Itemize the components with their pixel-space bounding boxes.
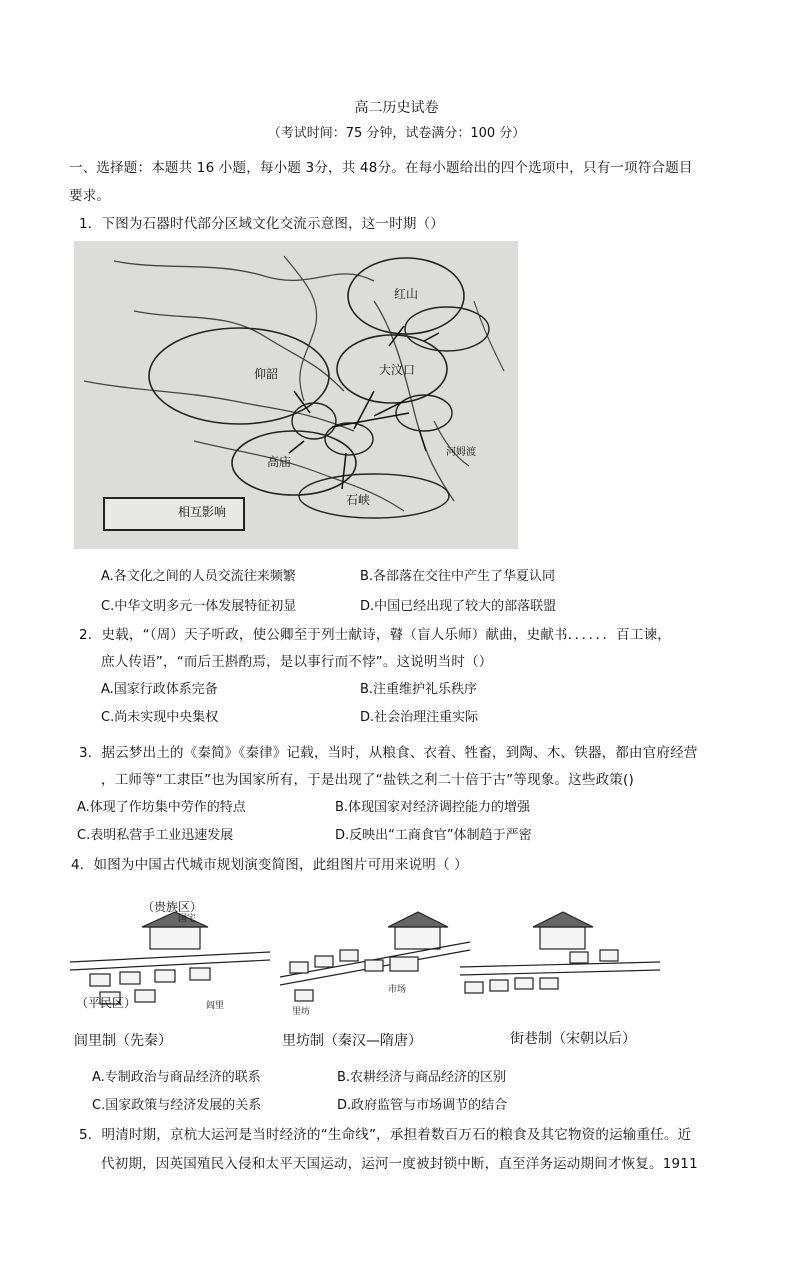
caption-lvli-system: 闾里制（先秦） [74, 1033, 172, 1049]
label-dawenkou: 大汶口 [379, 363, 416, 377]
q3-option-a[interactable]: A.体现了作坊集中劳作的特点 [77, 800, 246, 815]
section-instructions: 一、选择题：本题共 16 小题，每小题 3分，共 48分。在每小题给出的四个选项中，只有一项符合题目 [69, 160, 693, 176]
q2-option-a[interactable]: A.国家行政体系完备 [101, 682, 218, 697]
q1-option-c[interactable]: C.中华文明多元一体发展特征初显 [101, 599, 297, 614]
q1-option-a[interactable]: A.各文化之间的人员交流往来频繁 [101, 569, 296, 584]
question-3-stem: 3．据云梦出土的《秦简》《秦律》记载，当时，从粮食、衣着、牲畜，到陶、木、铁器，都由官府经营 [79, 745, 698, 761]
label-gaomiao: 高庙 [267, 455, 292, 469]
q1-option-d[interactable]: D.中国已经出现了较大的部落联盟 [360, 599, 557, 614]
q4-option-d[interactable]: D.政府监管与市场调节的结合 [337, 1098, 508, 1113]
question-2-stem: 2．史载，“（周）天子听政，使公卿至于列士献诗，瞽（盲人乐师）献曲，史献书．．．．．．百工谏， [79, 627, 671, 643]
q2-option-d[interactable]: D.社会治理注重实际 [360, 710, 479, 725]
label-palace: 国宅 [178, 914, 197, 924]
q1-option-b[interactable]: B.各部落在交往中产生了华夏认同 [360, 569, 556, 584]
label-market: 市场 [388, 985, 407, 995]
q2-option-c[interactable]: C.尚未实现中央集权 [101, 710, 219, 725]
caption-lifang-system: 里坊制（秦汉—隋唐） [282, 1033, 422, 1049]
q4-option-a[interactable]: A.专制政治与商品经济的联系 [92, 1070, 261, 1085]
label-yangshao: 仰韶 [254, 367, 279, 381]
label-commoner-district: （平民区） [76, 996, 137, 1010]
label-shixia: 石峡 [346, 493, 371, 507]
caption-jiexiang-system: 街巷制（宋朝以后） [510, 1031, 636, 1047]
page-title: 高二历史试卷 [354, 100, 439, 116]
question-5-stem-cont: 代初期，因英国殖民入侵和太平天国运动，运河一度被封锁中断，直至洋务运动期间才恢复。1911 [101, 1156, 698, 1172]
q3-option-d[interactable]: D.反映出“工商食官”体制趋于严密 [335, 828, 532, 843]
label-noble-district: （贵族区） [142, 900, 203, 914]
label-hemudu: 河姆渡 [446, 447, 476, 458]
label-lifang: 里坊 [292, 1007, 311, 1017]
question-1-stem: 1．下图为石器时代部分区域文化交流示意图，这一时期（） [79, 216, 444, 232]
neolithic-culture-map [74, 241, 518, 549]
label-hongshan: 红山 [394, 287, 419, 301]
question-4-stem: 4．如图为中国古代城市规划演变简图，此组图片可用来说明（ ） [71, 857, 468, 873]
q4-option-b[interactable]: B.农耕经济与商品经济的区别 [337, 1070, 507, 1085]
label-lvli: 闾里 [206, 1001, 225, 1011]
exam-info: （考试时间：75 分钟，试卷满分：100 分） [267, 126, 526, 141]
q3-option-c[interactable]: C.表明私营手工业迅速发展 [77, 828, 234, 843]
legend-label: 相互影响 [178, 505, 227, 519]
question-5-stem: 5．明清时期，京杭大运河是当时经济的“生命线”，承担着数百万石的粮食及其它物资的运输重任。近 [79, 1127, 692, 1143]
q2-option-b[interactable]: B.注重维护礼乐秩序 [360, 682, 478, 697]
section-instructions-cont: 要求。 [69, 188, 111, 204]
question-3-stem-cont: ，工师等“工隶臣”也为国家所有，于是出现了“盐铁之利二十倍于古”等现象。这些政策() [101, 772, 634, 788]
city-planning-figure [70, 882, 660, 1052]
q4-option-c[interactable]: C.国家政策与经济发展的关系 [92, 1098, 262, 1113]
q3-option-b[interactable]: B.体现国家对经济调控能力的增强 [335, 800, 531, 815]
question-2-stem-cont: 庶人传语”，“而后王斟酌焉，是以事行而不悖”。这说明当时（） [101, 654, 493, 670]
